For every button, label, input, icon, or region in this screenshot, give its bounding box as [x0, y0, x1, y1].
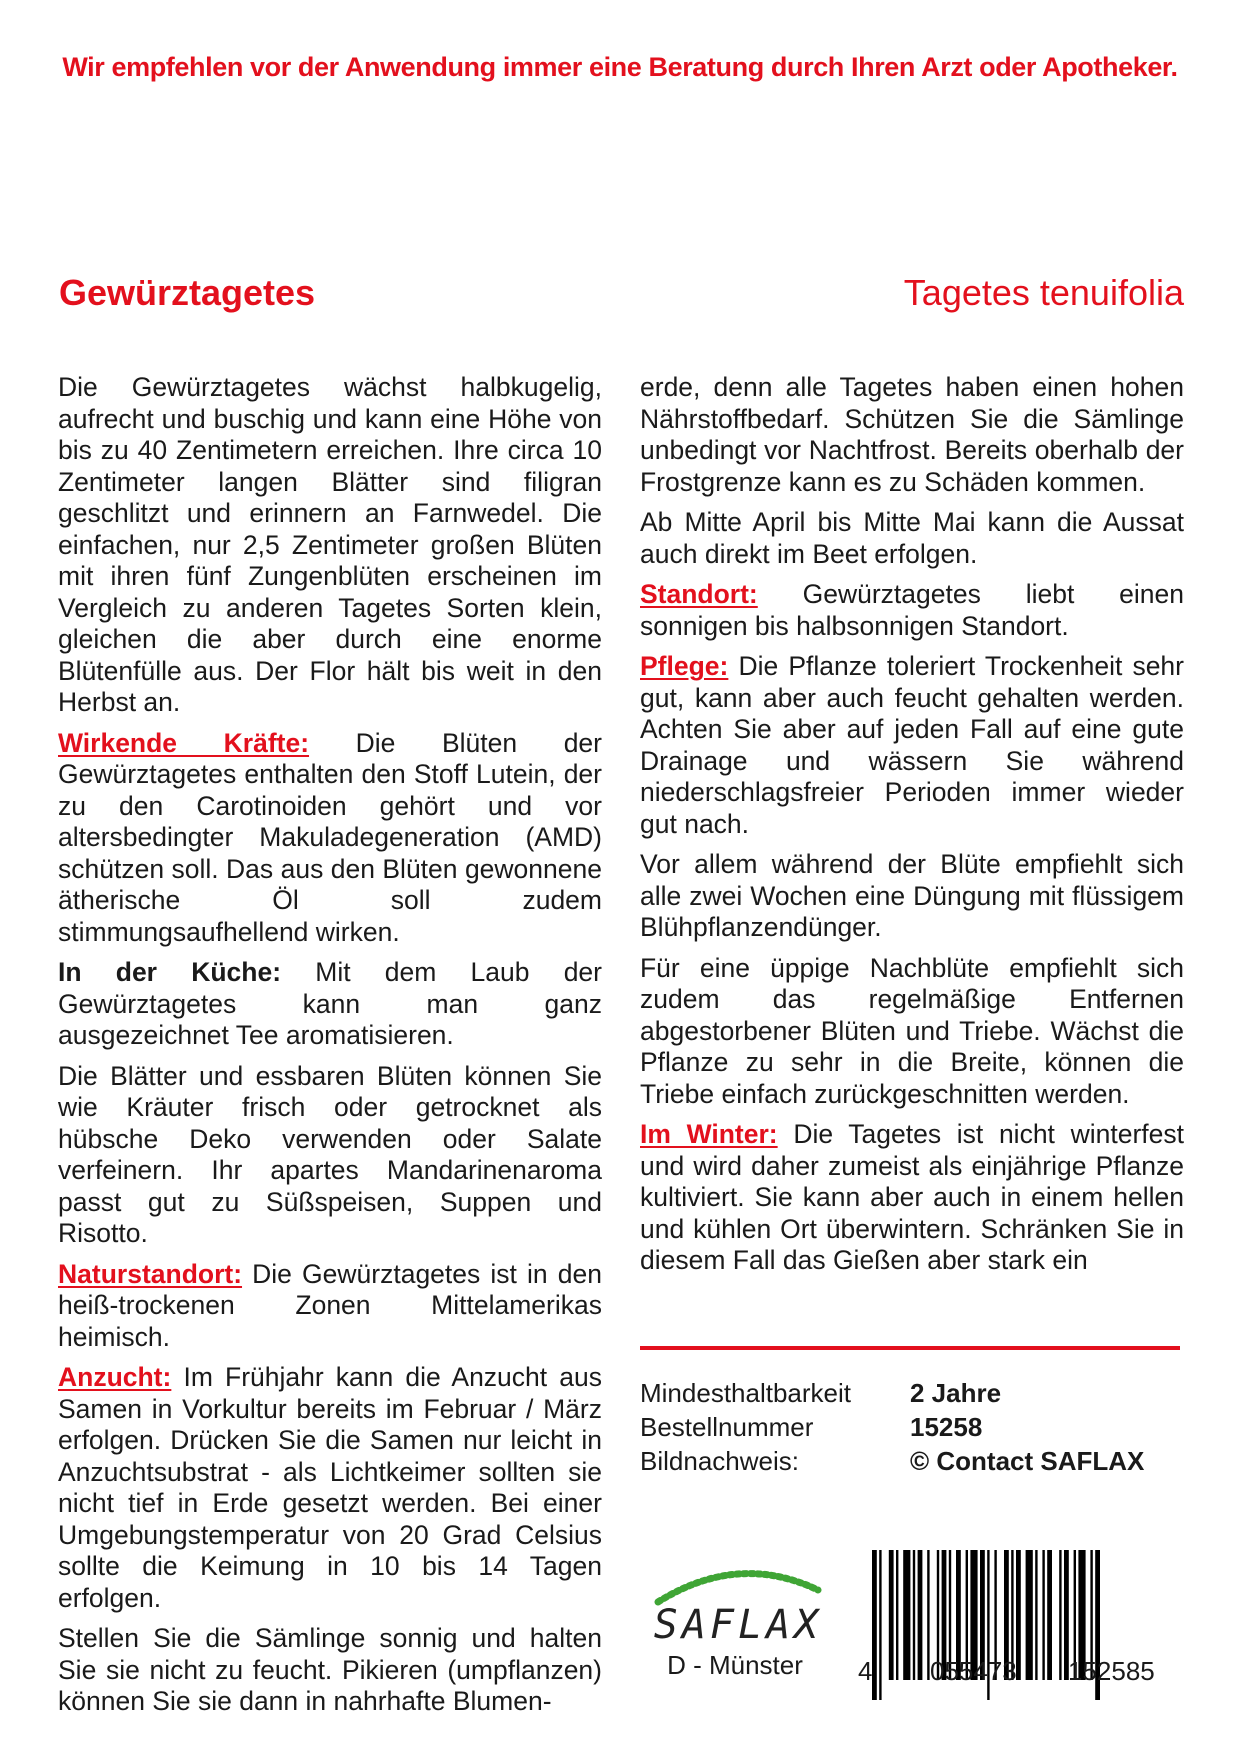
barcode-bar: [1059, 1550, 1061, 1680]
info-row: [640, 1376, 1144, 1410]
barcode-bar: [918, 1550, 923, 1680]
habitat-heading: Naturstandort:: [58, 1258, 243, 1289]
winter-heading: Im Winter:: [640, 1119, 778, 1149]
latin-name-title: Tagetes tenuifolia: [903, 272, 1184, 313]
info-key: Bildnachweis:: [640, 1446, 799, 1476]
kitchen-text: Mit dem Laub der Gewürztagetes kann man ganz ausgezeichnet Tee aromatisieren.: [58, 957, 602, 1050]
care-paragraph: [640, 651, 1184, 840]
barcode-bar: [889, 1550, 894, 1680]
info-row: [640, 1410, 1144, 1444]
common-name-title: Gewürztagetes: [59, 272, 316, 313]
left-column: [58, 372, 602, 1727]
care-heading: Pflege:: [640, 651, 729, 681]
effects-text: Die Blüten der Gewürztagetes enthalten den Stoff Lutein, der zu den Carotinoiden gehört und vor altersbedingter Makuladegeneration (AMD) schützen soll. Das aus den Blüten gewonnene ätherische Öl soll zudem stimmungsaufhellend wirken.: [58, 727, 602, 947]
barcode-left-group: 055473: [930, 1656, 1017, 1686]
barcode-bar: [1026, 1550, 1033, 1680]
info-value: 15258: [910, 1412, 983, 1442]
continuation-paragraph: erde, denn alle Tagetes haben einen hohen Nährstoffbedarf. Schützen Sie die Sämlinge unbedingt vor Nachtfrost. Bereits oberhalb der Frostgrenze kann es zu Schäden kommen.: [640, 372, 1184, 497]
kitchen-heading: In der Küche:: [58, 957, 282, 987]
barcode-bar: [1047, 1550, 1052, 1680]
cultivation-text: Im Frühjahr kann die Anzucht aus Samen in Vorkultur bereits im Februar / März erfolgen. Drücken Sie die Samen nur leicht in Anzuchtsubstrat - als Lichtkeimer sollten sie nicht tief in Erde gesetzt werden. Bei einer Umgebungstemperatur von 20 Grad Celsius sollte die Keimung in 10 bis 14 Tagen erfolgen.: [58, 1362, 602, 1613]
location-heading: Standort:: [640, 579, 758, 609]
care-text: Die Pflanze toleriert Trockenheit sehr gut, kann aber auch feucht gehalten werden. Achten Sie aber auf jeden Fall auf eine gute Drainage und wässern Sie während niederschlagsfreier Perioden immer wieder gut nach.: [640, 651, 1184, 839]
info-row: [640, 1444, 1144, 1478]
barcode-bar: [1035, 1550, 1037, 1680]
barcode-bar: [872, 1550, 877, 1700]
doctor-advice-warning: Wir empfehlen vor der Anwendung immer eine Beratung durch Ihren Arzt oder Apotheker.: [62, 52, 1178, 82]
intro-paragraph: Die Gewürztagetes wächst halbkugelig, aufrecht und buschig und kann eine Höhe von bis zu 40 Zentimetern erreichen. Ihre circa 10 Zentimeter langen Blätter sind filigran geschlitzt und erinnern an Farnwedel. Die einfachen, nur 2,5 Zentimeter großen Blüten mit ihren fünf Zungenblüten erscheinen im Vergleich zu anderen Tagetes Sorten klein, gleichen die aber durch eine enorme Blütenfülle aus. Der Flor hält bis weit in den Herbst an.: [58, 372, 602, 717]
kitchen-paragraph: [58, 957, 602, 1052]
barcode-bar: [1042, 1550, 1044, 1680]
leaves-paragraph: Die Blätter und essbaren Blüten können Sie wie Kräuter frisch oder getrocknet als hübsche Deko verwenden oder Salate verfeinern. Ihr apartes Mandarinenaroma passt gut zu Süßspeisen, Suppen und Risotto.: [58, 1060, 602, 1248]
reblooming-paragraph: Für eine üppige Nachblüte empfiehlt sich zudem das regelmäßige Entfernen abgestorbener Blüten und Triebe. Wächst die Pflanze zu sehr in die Breite, können die Triebe einfach zurückgeschnitten werden.: [640, 952, 1184, 1109]
barcode-bar: [879, 1550, 881, 1700]
info-key: Mindesthaltbarkeit: [640, 1378, 851, 1408]
location-paragraph: [640, 579, 1184, 642]
right-column: [640, 372, 1184, 1286]
sowing-paragraph: Ab Mitte April bis Mitte Mai kann die Aussat auch direkt im Beet erfolgen.: [640, 507, 1184, 569]
logo-city: D - Münster: [667, 1650, 803, 1680]
barcode-bar: [896, 1550, 898, 1680]
divider-rule: [640, 1346, 1180, 1350]
winter-paragraph: [640, 1119, 1184, 1277]
winter-text: Die Tagetes ist nicht winterfest und wird daher zumeist als einjährige Pflanze kultiviert. Sie kann aber auch in einem hellen und kühlen Ort überwintern. Schränken Sie in diesem Fall das Gießen aber stark ein: [640, 1119, 1184, 1275]
location-text: Gewürztagetes liebt einen sonnigen bis halbsonnigen Standort.: [640, 579, 1184, 641]
habitat-text: Die Gewürztagetes ist in den heiß-trockenen Zonen Mittelamerikas heimisch.: [58, 1258, 602, 1352]
barcode-right-group: 152585: [1068, 1656, 1155, 1686]
logo-wordmark: SAFLAX: [653, 1602, 823, 1648]
seedlings-paragraph: Stellen Sie die Sämlinge sonnig und halten Sie sie nicht zu feucht. Pikieren (umpflanzen) können Sie sie dann in nahrhafte Blumen-: [58, 1623, 602, 1716]
info-value: 2 Jahre: [910, 1378, 1002, 1408]
fertilizing-paragraph: Vor allem während der Blüte empfiehlt sich alle zwei Wochen eine Düngung mit flüssigem Blühpflanzendünger.: [640, 849, 1184, 942]
barcode-bar: [913, 1550, 915, 1680]
effects-heading: Wirkende Kräfte:: [58, 727, 310, 758]
barcode-first-digit: 4: [858, 1656, 873, 1686]
habitat-paragraph: [58, 1259, 602, 1354]
effects-paragraph: [58, 728, 602, 949]
cultivation-heading: Anzucht:: [58, 1362, 172, 1392]
info-value: © Contact SAFLAX: [910, 1446, 1145, 1476]
cultivation-paragraph: [58, 1362, 602, 1614]
barcode-bar: [903, 1550, 910, 1680]
product-info: [640, 1376, 1144, 1478]
info-key: Bestellnummer: [640, 1412, 814, 1442]
